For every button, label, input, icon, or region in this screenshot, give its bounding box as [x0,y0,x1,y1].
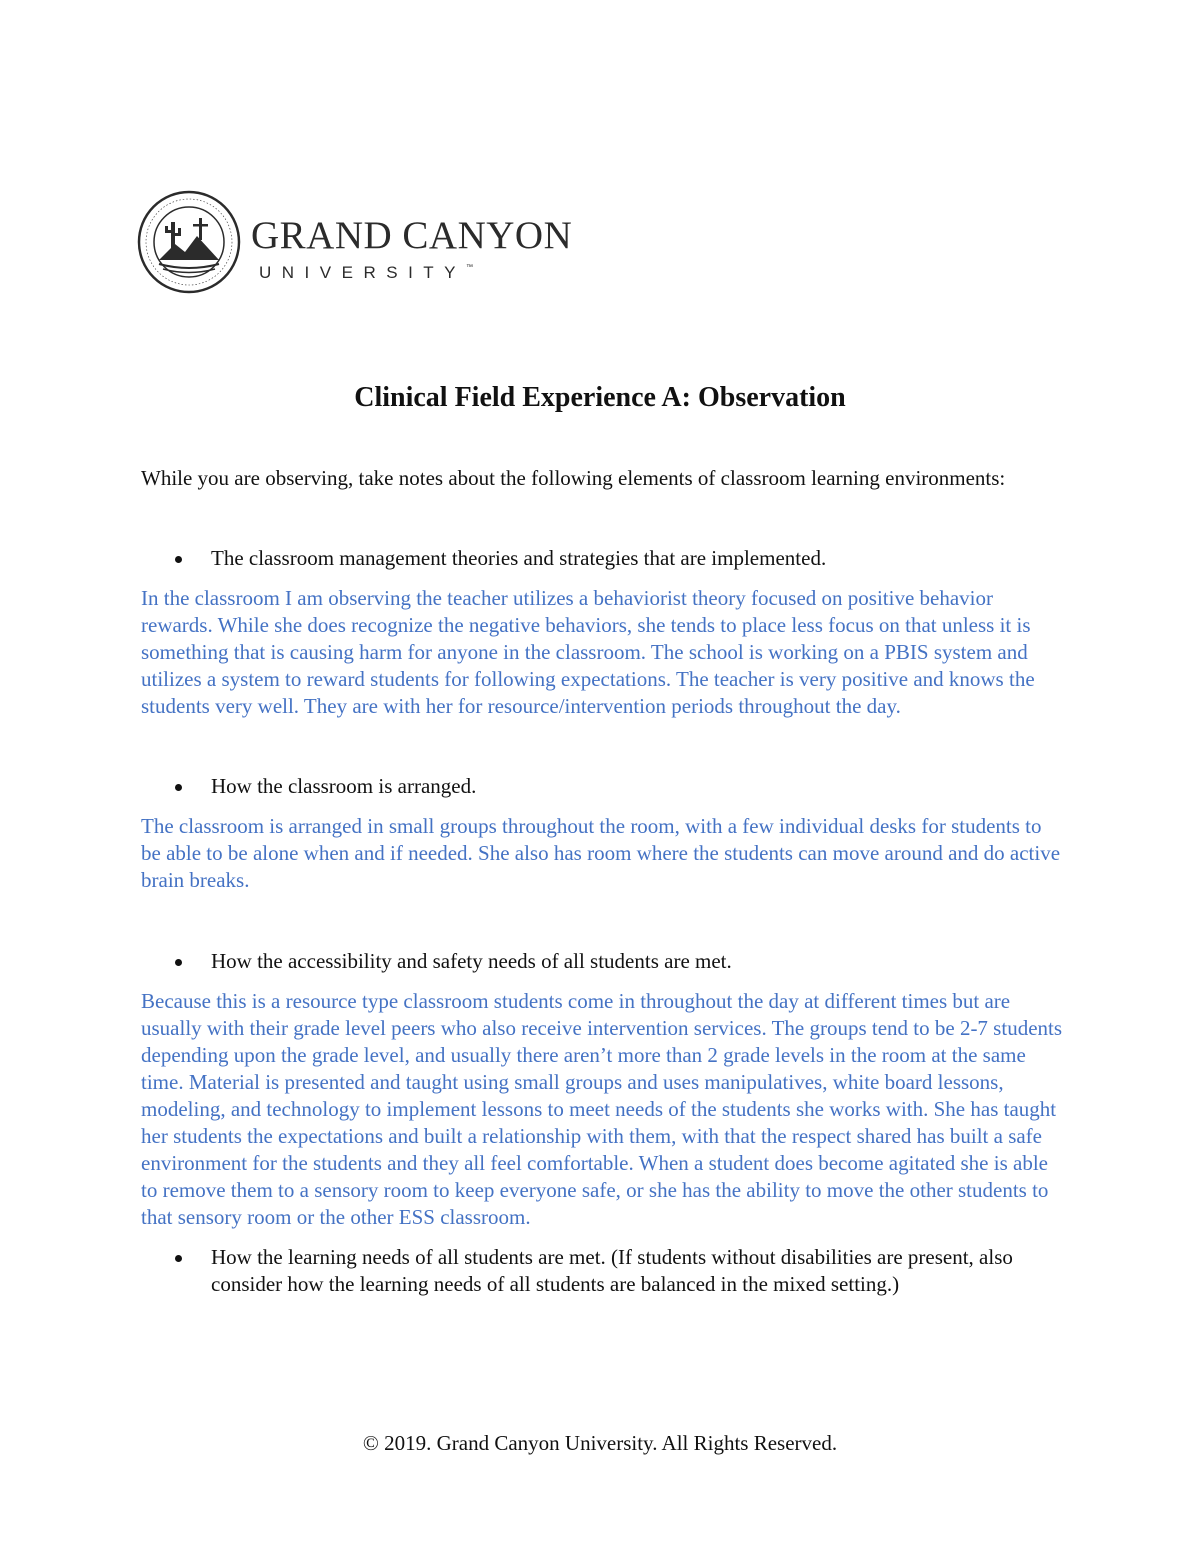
logo-wordmark-bottom [259,264,473,281]
trademark-symbol: ™ [466,264,474,271]
section-2-prompt [141,773,1066,800]
document-title: Clinical Field Experience A: Observation [354,382,846,413]
section-4-prompt [141,1244,1066,1298]
bullet-icon [175,784,182,791]
bullet-icon [175,959,182,966]
bullet-icon [175,1255,182,1262]
section-3-prompt [141,948,1066,975]
university-logo [137,190,573,300]
logo-wordmark-university: UNIVERSITY [259,263,467,282]
document-body [141,465,1066,1311]
section-4-prompt-text: How the learning needs of all students are met. (If students without disabilities are present, also consider how the learning needs of all students are balanced in the mixed setting.) [211,1245,1013,1296]
section-2-answer: The classroom is arranged in small groups throughout the room, with a few individual desks for students to be able to be alone when and if needed. She also has room where the students can move around and do active brain breaks. [141,814,1061,892]
intro-text: While you are observing, take notes about the following elements of classroom learning environments: [141,466,1006,490]
section-3-answer: Because this is a resource type classroom students come in throughout the day at different times but are usually with their grade level peers who also receive intervention services. The groups tend to be 2-7 students depending upon the grade level, and usually there aren’t more than 2 grade levels in the room at the same time. Material is presented and taught using small groups and uses manipulatives, white board lessons, modeling, and technology to implement lessons to meet needs of the students she works with. She has taught her students the expectations and built a relationship with them, with that the respect shared has built a safe environment for the students and they all feel comfortable. When a student does become agitated she is able to remove them to a sensory room to keep everyone safe, or she has the ability to move the other students to that sensory room or the other ESS classroom. [141,989,1063,1229]
logo-wordmark-top: GRAND CANYON [251,214,573,257]
section-1-prompt-text: The classroom management theories and strategies that are implemented. [211,546,827,570]
copyright-footer: © 2019. Grand Canyon University. All Rights Reserved. [362,1431,838,1455]
university-seal-icon [137,190,241,294]
section-1-prompt [141,545,1066,572]
bullet-icon [175,556,182,563]
section-2-prompt-text: How the classroom is arranged. [211,774,477,798]
section-1-answer: In the classroom I am observing the teacher utilizes a behaviorist theory focused on positive behavior rewards. While she does recognize the negative behaviors, she tends to place less focus on that unless it is something that is causing harm for anyone in the classroom. The school is working on a PBIS system and utilizes a system to reward students for following expectations. The teacher is very positive and knows the students very well. They are with her for resource/intervention periods throughout the day. [141,586,1035,718]
section-3-prompt-text: How the accessibility and safety needs of all students are met. [211,949,732,973]
